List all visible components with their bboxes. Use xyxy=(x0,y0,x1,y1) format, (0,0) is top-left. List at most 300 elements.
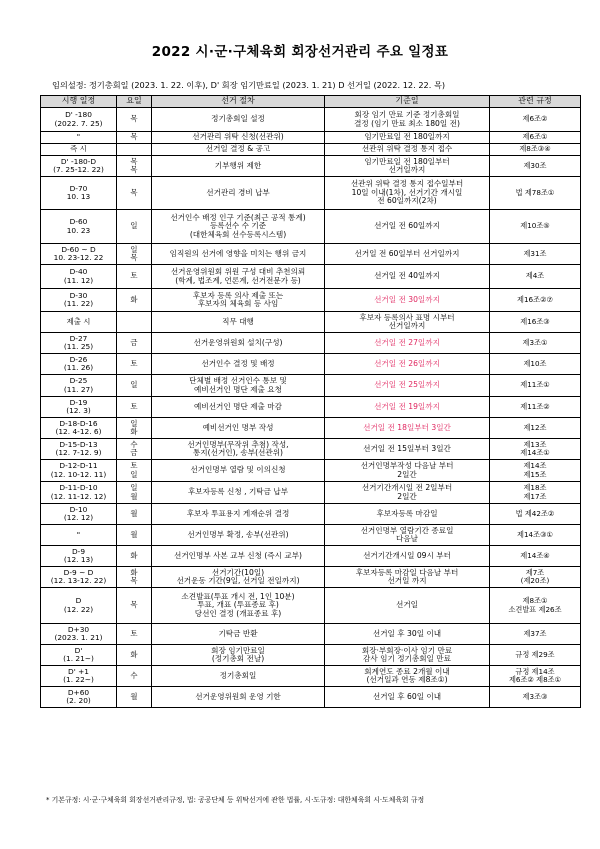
cell-procedure-line: 선거관리 위탁 신청(선관위) xyxy=(192,132,284,142)
cell-basis-line: 선거일 전 19일까지 xyxy=(374,401,440,411)
cell-date-line: (12. 4-12. 6) xyxy=(55,427,102,436)
cell-date-line: (7. 25-12. 22) xyxy=(53,165,104,174)
cell-procedure xyxy=(152,333,325,354)
cell-basis xyxy=(325,418,490,439)
cell-basis xyxy=(325,108,490,132)
cell-basis xyxy=(325,567,490,588)
table-row xyxy=(41,312,581,333)
cell-regulation xyxy=(490,375,581,397)
cell-procedure xyxy=(152,666,325,687)
cell-basis-line: 선거일 전 40일까지 xyxy=(374,271,440,281)
cell-basis-line: 후보자등록 마감일 다음날 부터 xyxy=(355,567,459,577)
table-row xyxy=(41,666,581,687)
cell-regulation xyxy=(490,177,581,210)
cell-regulation xyxy=(490,108,581,132)
cell-procedure xyxy=(152,482,325,504)
cell-date xyxy=(41,397,117,418)
cell-date-line: D-12-D-11 xyxy=(59,461,98,471)
cell-regulation xyxy=(490,645,581,666)
cell-basis-line: 선관위 위탁 결정 통지 접수 xyxy=(361,144,453,154)
cell-date xyxy=(41,132,117,144)
cell-basis-line: 선관위 위탁 결정 통지 접수일부터 xyxy=(350,179,464,189)
cell-procedure xyxy=(152,375,325,397)
cell-date-line: (2023. 1. 21) xyxy=(54,633,103,642)
cell-regulation xyxy=(490,567,581,588)
cell-day-line: 화 xyxy=(130,649,138,659)
cell-basis xyxy=(325,144,490,156)
cell-regulation-line: 제14조 xyxy=(523,461,547,471)
cell-day-line: 목 xyxy=(130,156,138,166)
cell-procedure-line: 예비선거인 명단 제출 요청 xyxy=(194,384,282,394)
cell-day xyxy=(117,504,152,525)
cell-procedure xyxy=(152,504,325,525)
cell-basis xyxy=(325,546,490,567)
cell-date-line: D-25 xyxy=(69,376,88,386)
cell-date xyxy=(41,418,117,439)
cell-day-line: 목 xyxy=(130,114,138,124)
cell-procedure-line: 임직원의 선거에 영향을 미치는 행위 금지 xyxy=(169,248,307,258)
cell-regulation xyxy=(490,210,581,244)
cell-procedure-line: 투표, 개표 (투표종료 후) xyxy=(197,600,279,610)
cell-date xyxy=(41,244,117,265)
cell-date-line: (12. 13) xyxy=(63,555,94,564)
cell-procedure xyxy=(152,460,325,482)
cell-procedure-line: 기부행위 제한 xyxy=(214,160,262,170)
cell-date xyxy=(41,588,117,624)
table-row xyxy=(41,645,581,666)
cell-date xyxy=(41,525,117,546)
cell-procedure-line: 직무 대행 xyxy=(222,316,254,326)
cell-basis-line: 감사 임기 정기총회일 만료 xyxy=(363,654,451,663)
cell-date-line: D-18-D-16 xyxy=(59,418,98,428)
cell-date-line: 제출 시 xyxy=(66,316,91,326)
cell-date xyxy=(41,624,117,645)
cell-procedure-line: 선거인명부 열람 및 이의신청 xyxy=(190,465,286,475)
cell-day-line: 목 xyxy=(130,187,138,197)
cell-date-line: 즉 시 xyxy=(70,144,87,154)
cell-date xyxy=(41,177,117,210)
cell-basis xyxy=(325,265,490,289)
cell-procedure xyxy=(152,546,325,567)
header-day: 요일 xyxy=(117,96,152,108)
header-regulation: 관련 규정 xyxy=(490,96,581,108)
cell-day-line: 금 xyxy=(130,448,138,457)
table-row xyxy=(41,108,581,132)
cell-regulation xyxy=(490,132,581,144)
cell-procedure-line: 후보자 등록 의사 제출 또는 xyxy=(192,290,284,300)
cell-day xyxy=(117,460,152,482)
cell-basis xyxy=(325,666,490,687)
cell-basis-line: 선거일 후 30일 이내 xyxy=(372,628,442,638)
cell-day xyxy=(117,546,152,567)
cell-basis xyxy=(325,132,490,144)
table-row xyxy=(41,482,581,504)
cell-regulation-line: 제7조 xyxy=(525,567,545,577)
cell-procedure-line: 회장 임기만료일 xyxy=(211,645,265,655)
cell-day xyxy=(117,645,152,666)
cell-procedure-line: 당선인 결정 (개표종료 후) xyxy=(194,608,282,618)
cell-date-line: D-11-D-10 xyxy=(59,483,98,493)
cell-basis-line: 임기만료일 전 180일부터 xyxy=(364,156,450,166)
cell-procedure-line: 후보자 투표용지 게재순위 결정 xyxy=(186,508,290,518)
cell-basis-line: 선거일 전 26일까지 xyxy=(374,358,440,368)
cell-procedure-line: 선거인명부(무작위 추첨) 작성, xyxy=(187,439,289,449)
cell-regulation xyxy=(490,333,581,354)
cell-date-line: D xyxy=(75,596,82,606)
cell-regulation-line: 제30조 xyxy=(523,160,547,170)
cell-basis-line: 선거일까지 xyxy=(388,321,426,330)
cell-day-line: 월 xyxy=(130,529,138,539)
cell-date-line: 10. 23-12. 22 xyxy=(53,253,104,262)
cell-date-line: D+30 xyxy=(67,624,90,634)
cell-regulation-line: 제16조③ xyxy=(520,316,550,326)
cell-date xyxy=(41,375,117,397)
table-header-row xyxy=(41,96,581,108)
cell-day xyxy=(117,156,152,177)
cell-day-line: 토 xyxy=(130,401,138,411)
cell-date-line: (12. 7-12. 9) xyxy=(55,448,102,457)
cell-date-line: D-27 xyxy=(69,333,88,343)
cell-procedure-line: 예비선거인 명단 제출 마감 xyxy=(194,401,282,411)
cell-date-line: D-15-D-13 xyxy=(59,439,98,449)
cell-basis xyxy=(325,354,490,375)
cell-procedure xyxy=(152,132,325,144)
cell-regulation-line: 제11조② xyxy=(520,401,550,411)
cell-regulation-line: 제13조 xyxy=(523,439,547,449)
cell-date-line: D-70 xyxy=(69,183,88,193)
cell-procedure xyxy=(152,144,325,156)
cell-procedure xyxy=(152,210,325,244)
cell-basis xyxy=(325,333,490,354)
cell-date-line: D-9 xyxy=(71,546,86,556)
cell-regulation-line: 제3조③ xyxy=(522,691,548,701)
cell-procedure-line: 정기총회일 설정 xyxy=(211,114,265,124)
cell-procedure xyxy=(152,177,325,210)
cell-date-line: 10. 23 xyxy=(66,225,91,235)
cell-date xyxy=(41,645,117,666)
cell-day xyxy=(117,333,152,354)
cell-date-line: " xyxy=(76,529,81,539)
cell-procedure xyxy=(152,108,325,132)
cell-procedure xyxy=(152,588,325,624)
cell-procedure-line: 단체별 배정 선거인수 통보 및 xyxy=(189,376,287,385)
cell-basis-line: 2일간 xyxy=(397,469,417,479)
cell-regulation xyxy=(490,156,581,177)
cell-basis xyxy=(325,312,490,333)
cell-regulation xyxy=(490,666,581,687)
cell-procedure-line: 선거운영위원회 운영 기한 xyxy=(195,691,281,701)
table-row xyxy=(41,624,581,645)
cell-basis xyxy=(325,397,490,418)
cell-regulation-line: 제8조① xyxy=(522,596,548,606)
cell-basis-line: 회계연도 종료 2개월 이내 xyxy=(364,666,450,676)
cell-procedure-line: (대한체육회 선수등록시스템) xyxy=(189,229,287,239)
cell-procedure-line: 후보자등록 신청 , 기탁금 납부 xyxy=(187,487,289,497)
cell-date-line: D-26 xyxy=(69,354,88,364)
cell-basis-line: 선거일 xyxy=(395,600,418,610)
cell-day-line: 목 xyxy=(130,576,138,585)
cell-basis-line: 선거인명부작성 다음날 부터 xyxy=(360,461,454,470)
cell-date-line: (2022. 7. 25) xyxy=(54,118,103,128)
cell-day xyxy=(117,624,152,645)
cell-day-line: 목 xyxy=(130,165,138,174)
cell-procedure xyxy=(152,525,325,546)
cell-date xyxy=(41,482,117,504)
cell-procedure-line: 선거일 결정 & 공고 xyxy=(205,144,271,154)
cell-regulation-line: 규정 제29조 xyxy=(515,649,555,659)
table-row xyxy=(41,504,581,525)
cell-regulation-line: 법 제78조① xyxy=(515,187,555,197)
cell-procedure xyxy=(152,354,325,375)
cell-regulation-line: 제11조① xyxy=(520,380,550,390)
table-row xyxy=(41,418,581,439)
header-procedure: 선거 절차 xyxy=(152,96,325,108)
cell-day xyxy=(117,525,152,546)
cell-procedure-line: 등록선수 수 기준 xyxy=(209,221,267,231)
cell-day xyxy=(117,177,152,210)
schedule-table xyxy=(40,95,581,708)
table-row xyxy=(41,177,581,210)
cell-day xyxy=(117,354,152,375)
cell-day-line: 화 xyxy=(130,294,138,304)
cell-procedure-line: 선거운영위원회 설치(구성) xyxy=(193,337,283,347)
cell-procedure-line: 선거운영위원회 위원 구성 대비 추천의뢰 xyxy=(170,267,306,276)
cell-regulation-line: (제20조) xyxy=(520,576,550,585)
cell-day xyxy=(117,312,152,333)
cell-day xyxy=(117,666,152,687)
cell-day xyxy=(117,144,152,156)
cell-day xyxy=(117,289,152,312)
cell-basis-line: 선거일 전 30일까지 xyxy=(374,294,440,304)
table-row xyxy=(41,210,581,244)
cell-day xyxy=(117,418,152,439)
cell-day xyxy=(117,375,152,397)
cell-day-line: 일 xyxy=(130,221,138,231)
cell-regulation xyxy=(490,289,581,312)
cell-basis-line: 선거인명부 열람기간 종료일 xyxy=(360,525,454,535)
cell-date xyxy=(41,666,117,687)
cell-basis xyxy=(325,624,490,645)
cell-day-line: 화 xyxy=(130,567,138,577)
cell-date xyxy=(41,504,117,525)
cell-day xyxy=(117,482,152,504)
cell-basis-line: 선거일 전 15일부터 3일간 xyxy=(363,443,451,453)
cell-basis-line: 선거기간개시일 09시 부터 xyxy=(363,550,451,560)
cell-basis-line: (선거일과 연동 제8조①) xyxy=(366,675,448,684)
cell-date-line: (11. 26) xyxy=(63,363,94,372)
cell-regulation-line: 제14조③① xyxy=(517,529,553,539)
cell-date xyxy=(41,460,117,482)
cell-date-line: (11. 22) xyxy=(63,299,94,308)
cell-day xyxy=(117,210,152,244)
cell-day xyxy=(117,108,152,132)
cell-regulation-line: 제17조 xyxy=(523,491,547,501)
cell-date-line: D-40 xyxy=(69,267,88,277)
cell-date-line: (11. 27) xyxy=(63,384,94,394)
table-row xyxy=(41,397,581,418)
cell-procedure xyxy=(152,265,325,289)
cell-date-line: (12. 11-12. 12) xyxy=(50,491,107,501)
cell-basis xyxy=(325,460,490,482)
cell-basis xyxy=(325,504,490,525)
cell-regulation xyxy=(490,312,581,333)
cell-regulation-line: 제15조 xyxy=(523,469,547,479)
header-date: 시행 일정 xyxy=(41,96,117,108)
cell-date-line: (12. 3) xyxy=(66,406,91,415)
cell-day xyxy=(117,687,152,708)
cell-date xyxy=(41,210,117,244)
table-row xyxy=(41,687,581,708)
cell-day xyxy=(117,567,152,588)
cell-regulation xyxy=(490,439,581,460)
cell-regulation xyxy=(490,624,581,645)
cell-date-line: D+60 xyxy=(67,687,90,697)
cell-regulation-line: 법 제42조② xyxy=(515,508,555,518)
cell-date-line: 10. 13 xyxy=(66,192,91,201)
footnote: * 기본규정: 시·군·구체육회 회장선거관리규정, 법: 공공단체 등 위탁선거에 관한 법률, 시·도규정: 대한체육회 시·도체육회 규정 xyxy=(46,796,425,804)
cell-procedure-line: 선거운동 기간(9일, 선거일 전일까지) xyxy=(176,576,300,585)
cell-basis xyxy=(325,210,490,244)
cell-date xyxy=(41,354,117,375)
table-row xyxy=(41,144,581,156)
cell-date xyxy=(41,265,117,289)
cell-procedure xyxy=(152,645,325,666)
cell-date-line: D-19 xyxy=(69,397,88,407)
cell-regulation xyxy=(490,144,581,156)
cell-regulation-line: 제18조 xyxy=(523,483,547,493)
cell-day-line: 월 xyxy=(130,508,138,518)
cell-day-line: 일 xyxy=(130,380,138,390)
table-row xyxy=(41,439,581,460)
page-title: 2022 시·군·구체육회 회장선거관리 주요 일정표 xyxy=(151,44,449,60)
cell-day-line: 목 xyxy=(130,253,138,262)
table-row xyxy=(41,567,581,588)
cell-date-line: D-30 xyxy=(69,290,88,300)
table-row xyxy=(41,525,581,546)
cell-basis xyxy=(325,177,490,210)
cell-regulation xyxy=(490,265,581,289)
cell-day-line: 일 xyxy=(130,483,138,493)
cell-basis-line: 10일 이내(1차), 선거기간 개시일 xyxy=(351,187,463,197)
cell-date xyxy=(41,156,117,177)
cell-day-line: 화 xyxy=(130,427,138,436)
cell-procedure xyxy=(152,624,325,645)
cell-regulation-line: 제6조① xyxy=(522,132,548,142)
cell-date-line: D' xyxy=(74,645,83,655)
cell-day xyxy=(117,265,152,289)
cell-regulation xyxy=(490,244,581,265)
cell-basis-line: 회장 임기 만료 기준 정기총회일 xyxy=(354,110,460,119)
cell-basis-line: 전 60일까지(2차) xyxy=(377,196,437,206)
cell-basis-line: 후보자 등록의사 표명 시부터 xyxy=(359,312,455,322)
cell-regulation-line: 규정 제14조 xyxy=(515,666,555,676)
cell-regulation xyxy=(490,687,581,708)
table-row xyxy=(41,289,581,312)
table-row xyxy=(41,588,581,624)
cell-procedure-line: 통지(선거인), 송부(선관위) xyxy=(192,448,284,457)
cell-procedure xyxy=(152,244,325,265)
cell-basis-line: 후보자등록 마감일 xyxy=(376,508,438,518)
cell-regulation-line: 제4조 xyxy=(525,271,545,281)
cell-basis-line: 선거일 전 25일까지 xyxy=(374,380,440,390)
cell-day-line: 목 xyxy=(130,132,138,142)
cell-regulation-line: 제10조⑤ xyxy=(520,221,550,231)
cell-regulation-line: 제6조② xyxy=(522,114,548,124)
table-row xyxy=(41,333,581,354)
cell-day-line: 금 xyxy=(130,337,138,347)
cell-procedure-line: 후보자의 체육회 등 사임 xyxy=(197,299,279,308)
cell-regulation-line: 제6조② 제8조① xyxy=(508,675,562,684)
cell-procedure xyxy=(152,397,325,418)
cell-day-line: 일 xyxy=(130,418,138,428)
cell-date-line: " xyxy=(76,132,81,142)
cell-basis xyxy=(325,588,490,624)
cell-regulation-line: 제14조① xyxy=(520,448,550,457)
cell-basis xyxy=(325,156,490,177)
cell-date xyxy=(41,333,117,354)
cell-basis-line: 선거일까지 xyxy=(388,165,426,174)
cell-basis-line: 2일간 xyxy=(397,491,417,501)
cell-regulation-line: 제37조 xyxy=(523,628,547,638)
table-row xyxy=(41,244,581,265)
cell-procedure xyxy=(152,439,325,460)
cell-date-line: D-10 xyxy=(69,504,88,514)
cell-basis xyxy=(325,375,490,397)
table-row xyxy=(41,265,581,289)
cell-regulation xyxy=(490,546,581,567)
table-row xyxy=(41,375,581,397)
cell-procedure-line: 선거인수 배정 인구 기준(최근 공적 통계) xyxy=(170,212,306,222)
cell-procedure xyxy=(152,418,325,439)
cell-date xyxy=(41,687,117,708)
cell-basis-line: 선거일 후 60일 이내 xyxy=(372,691,442,701)
cell-date xyxy=(41,439,117,460)
cell-basis-line: 회장·부회장·이사 임기 만료 xyxy=(361,645,453,655)
cell-regulation xyxy=(490,525,581,546)
cell-regulation xyxy=(490,482,581,504)
cell-basis xyxy=(325,687,490,708)
table-row xyxy=(41,546,581,567)
cell-basis-line: 선거일 까지 xyxy=(387,576,427,585)
table-row xyxy=(41,156,581,177)
cell-day-line: 화 xyxy=(130,550,138,560)
cell-basis xyxy=(325,645,490,666)
cell-date-line: (1. 21~) xyxy=(63,654,94,663)
table-row xyxy=(41,354,581,375)
cell-day-line: 수 xyxy=(130,439,138,449)
cell-day xyxy=(117,439,152,460)
cell-date xyxy=(41,144,117,156)
cell-basis-line: 다음날 xyxy=(395,534,418,543)
cell-date xyxy=(41,567,117,588)
cell-date-line: D' -180 xyxy=(65,110,92,120)
cell-basis-line: 선거일 전 60일까지 xyxy=(374,221,440,231)
cell-date-line: (11. 25) xyxy=(63,342,94,351)
cell-date-line: (11. 12) xyxy=(63,275,94,285)
cell-regulation-line: 제3조① xyxy=(522,337,548,347)
cell-date-line: (12. 12) xyxy=(63,513,94,522)
cell-day-line: 목 xyxy=(130,600,138,610)
cell-date xyxy=(41,108,117,132)
cell-day xyxy=(117,244,152,265)
cell-basis-line: 선거일 전 60일부터 선거일까지 xyxy=(354,248,460,258)
cell-regulation xyxy=(490,460,581,482)
cell-procedure-line: 정기총회일 xyxy=(219,670,257,680)
cell-day-line: 토 xyxy=(130,271,138,281)
cell-date-line: D' +1 xyxy=(68,666,89,676)
cell-date xyxy=(41,546,117,567)
cell-day-line: 수 xyxy=(130,670,138,680)
